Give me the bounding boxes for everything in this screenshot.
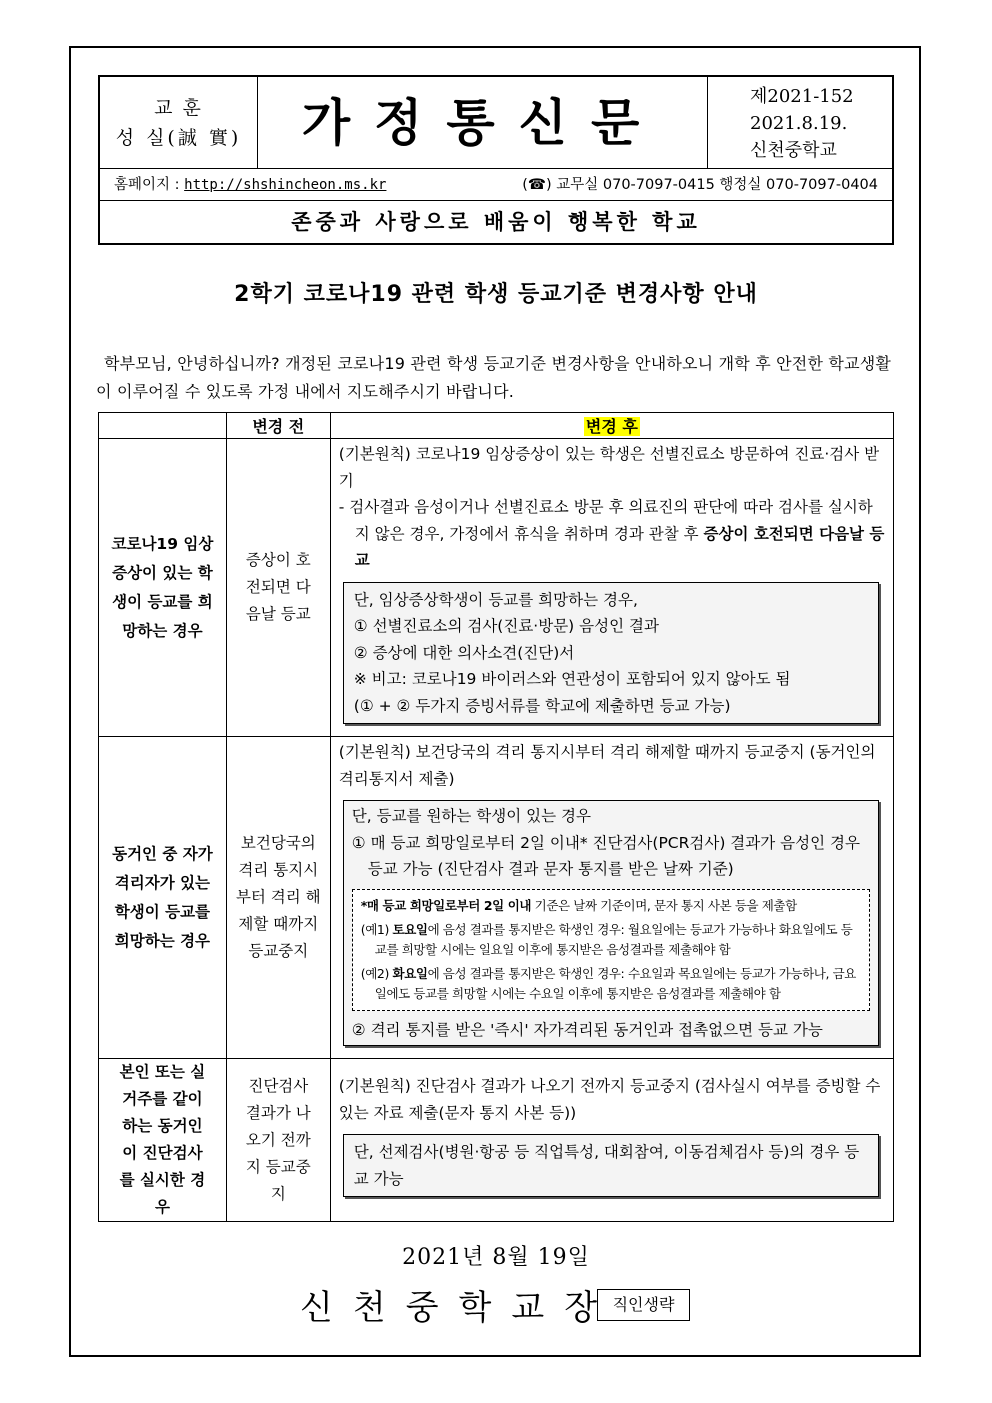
- header-top-row: [100, 77, 892, 169]
- row1-after: [330, 439, 893, 737]
- letter-header: [98, 75, 894, 245]
- example-2-day: 화요일: [392, 965, 428, 981]
- notice-title: 2학기 코로나19 관련 학생 등교기준 변경사항 안내: [234, 282, 758, 307]
- row1-box-line: (① + ② 두가지 증빙서류를 학교에 제출하면 등교 가능): [353, 696, 731, 715]
- school-name: 신천중학교: [750, 140, 837, 161]
- row3-category: 본인 또는 실거주를 같이하는 동거인이 진단검사를 실시한 경우: [99, 1059, 227, 1222]
- note-example-1: [361, 920, 861, 960]
- document-number: 제2021-152: [750, 86, 854, 107]
- header-after-label: 변경 후: [585, 417, 638, 436]
- row3-before: 진단검사 결과가 나오기 전까지 등교중지: [226, 1059, 330, 1222]
- header-after: [330, 413, 893, 439]
- issue-date: 2021년 8월 19일: [402, 1245, 590, 1270]
- row3-principle: (기본원칙) 진단검사 결과가 나오기 전까지 등교중지 (검사실시 여부를 증빙할 수 있는 자료 제출(문자 통지 사본 등)): [338, 1077, 881, 1122]
- table-row: [99, 439, 894, 737]
- row1-detail: [339, 494, 885, 574]
- row2-box-line: ② 격리 통지를 받은 '즉시' 자가격리된 동거인과 접촉없으면 등교 가능: [351, 1020, 823, 1039]
- example-2-label: (예2): [360, 965, 393, 981]
- table-row: [99, 737, 894, 1059]
- homepage-link[interactable]: http://shshincheon.ms.kr: [184, 177, 387, 193]
- row1-principle: (기본원칙) 코로나19 임상증상이 있는 학생은 선별진료소 방문하여 진료·검사 받기: [338, 445, 880, 490]
- row2-before: 보건당국의 격리 통지시부터 격리 해제할 때까지 등교중지: [226, 737, 330, 1059]
- note-basis-text: 기준은 날짜 기준이며, 문자 통지 사본 등을 제출함: [531, 897, 797, 913]
- row3-after: [330, 1059, 893, 1222]
- contact-row: [100, 169, 892, 201]
- row2-category: 동거인 중 자가격리자가 있는 학생이 등교를 희망하는 경우: [99, 737, 227, 1059]
- school-motto: [100, 77, 258, 169]
- row1-category: 코로나19 임상증상이 있는 학생이 등교를 희망하는 경우: [99, 439, 227, 737]
- phone-numbers: (☎) 교무실 070-7097-0415 행정실 070-7097-0404: [522, 177, 878, 193]
- note-example-2: [361, 964, 861, 1004]
- row1-box-line: 단, 임상증상학생이 등교를 희망하는 경우,: [353, 590, 638, 609]
- row1-box-line: ※ 비고: 코로나19 바이러스와 연관성이 포함되어 있지 않아도 됨: [353, 670, 791, 688]
- header-category: [99, 413, 227, 439]
- row1-detail-bold: 증상이 호전되면 다음날 등교: [354, 524, 885, 569]
- row1-box-line: ② 증상에 대한 의사소견(진단)서: [353, 643, 575, 662]
- row2-exception-box: [343, 800, 879, 1046]
- document-meta: [708, 77, 892, 169]
- row2-principle: (기본원칙) 보건당국의 격리 통지시부터 격리 해제할 때까지 등교중지 (동거인의 격리통지서 제출): [338, 743, 876, 788]
- table-row: [99, 1059, 894, 1222]
- example-1-day: 토요일: [392, 921, 428, 937]
- example-2-text: 에 음성 결과를 통지받은 학생인 경우: 수요일과 목요일에는 등교가 가능하나, 금요일에도 등교를 희망할 시에는 수요일 이후에 통지받은 음성결과를 제출해야 함: [374, 965, 856, 1001]
- note-basis-bold: *매 등교 희망일로부터 2일 이내: [360, 897, 532, 913]
- principal-signature: 신천중학교장: [300, 1288, 618, 1328]
- document-title: 가정통신문: [258, 77, 708, 169]
- seal-omitted-stamp: 직인생략: [597, 1289, 690, 1321]
- school-slogan: 존중과 사랑으로 배움이 행복한 학교: [291, 210, 701, 234]
- note-basis: [361, 896, 861, 916]
- row2-criteria-note: [352, 889, 870, 1011]
- row1-detail-text: - 검사결과 음성이거나 선별진료소 방문 후 의료진의 판단에 따라 검사를 실시하지 않은 경우, 가정에서 휴식을 취하며 경과 관찰 후: [338, 498, 873, 543]
- document-date: 2021.8.19.: [750, 113, 848, 134]
- row2-after: [330, 737, 893, 1059]
- example-1-text: 에 음성 결과를 통지받은 학생인 경우: 월요일에는 등교가 가능하나 화요일에도 등교를 희망할 시에는 일요일 이후에 통지받은 음성결과를 제출해야 함: [374, 921, 853, 957]
- row2-box-line: 단, 등교를 원하는 학생이 있는 경우: [351, 807, 591, 825]
- row1-box-line: ① 선별진료소의 검사(진료·방문) 음성인 결과: [353, 617, 659, 635]
- intro-paragraph: 학부모님, 안녕하십니까? 개정된 코로나19 관련 학생 등교기준 변경사항을 안내하오니 개학 후 안전한 학교생활이 이루어질 수 있도록 가정 내에서 지도해주시기 바랍니다.: [96, 354, 892, 401]
- row1-exception-box: [343, 582, 879, 725]
- header-before: 변경 전: [226, 413, 330, 439]
- row1-before: 증상이 호전되면 다음날 등교: [226, 439, 330, 737]
- row3-exception-box: 단, 선제검사(병원·항공 등 직업특성, 대회참여, 이동검체검사 등)의 경우 등교 가능: [343, 1134, 879, 1197]
- motto-text: 성 실(誠 實): [115, 127, 242, 149]
- homepage-label: 홈페이지 :: [114, 177, 185, 193]
- row2-box-line: ① 매 등교 희망일로부터 2일 이내* 진단검사(PCR검사) 결과가 음성인 경우 등교 가능 (진단검사 결과 문자 통지를 받은 날짜 기준): [351, 833, 860, 878]
- example-1-label: (예1): [360, 921, 393, 937]
- motto-label: 교 훈: [154, 97, 203, 119]
- table-header-row: [99, 413, 894, 439]
- criteria-table: [98, 412, 894, 1222]
